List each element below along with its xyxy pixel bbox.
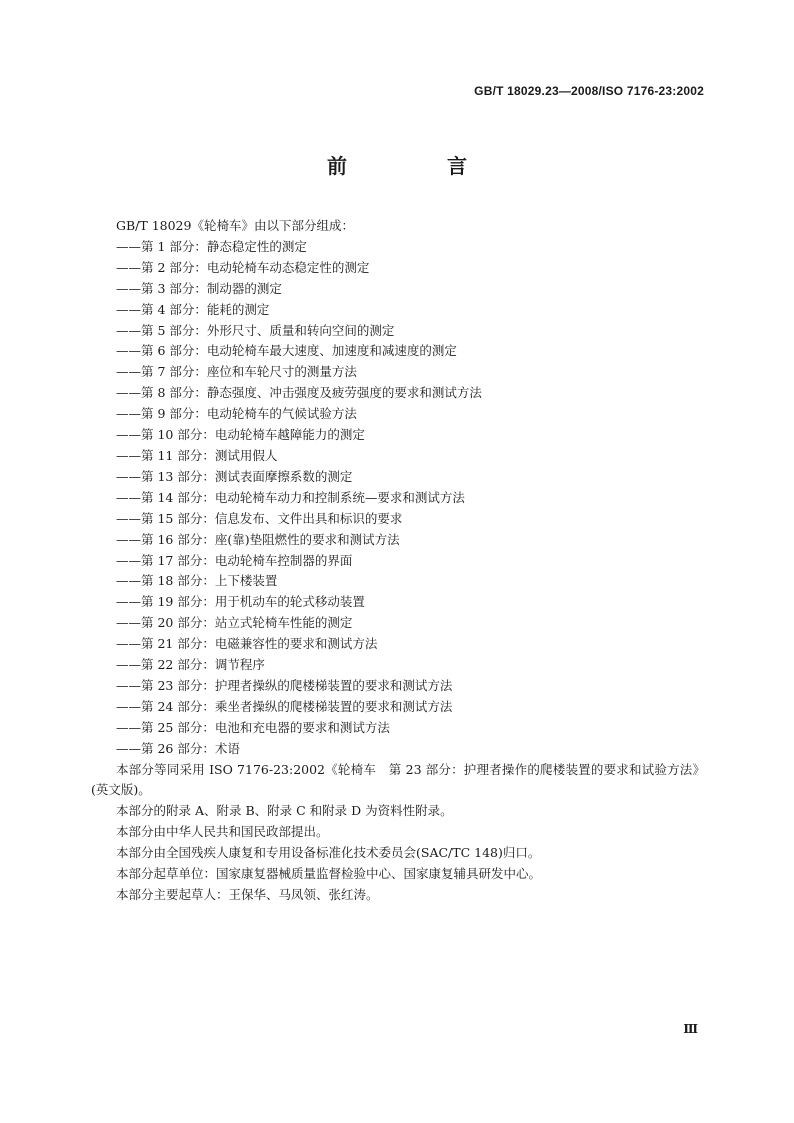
closing-paragraphs xyxy=(91,760,705,906)
part-item-23: ——第 23 部分：护理者操纵的爬楼梯装置的要求和测试方法 xyxy=(116,677,453,693)
part-item-25: ——第 25 部分：电池和充电器的要求和测试方法 xyxy=(116,719,390,735)
part-item-9: ——第 9 部分：电动轮椅车的气候试验方法 xyxy=(116,406,357,422)
part-item-11: ——第 11 部分：测试用假人 xyxy=(116,447,278,463)
part-item-1: ——第 1 部分：静态稳定性的测定 xyxy=(116,238,307,254)
part-item-21: ——第 21 部分：电磁兼容性的要求和测试方法 xyxy=(116,636,378,652)
part-item-22: ——第 22 部分：调节程序 xyxy=(116,657,265,673)
parts-list xyxy=(91,237,705,760)
part-item-3: ——第 3 部分：制动器的测定 xyxy=(116,280,282,296)
part-item-20: ——第 20 部分：站立式轮椅车性能的测定 xyxy=(116,615,353,631)
part-item-18: ——第 18 部分：上下楼装置 xyxy=(116,573,278,589)
part-item-16: ——第 16 部分：座(靠)垫阻燃性的要求和测试方法 xyxy=(116,531,400,547)
part-item-14: ——第 14 部分：电动轮椅车动力和控制系统—要求和测试方法 xyxy=(116,489,465,505)
part-item-26: ——第 26 部分：术语 xyxy=(116,740,240,756)
part-item-5: ——第 5 部分：外形尺寸、质量和转向空间的测定 xyxy=(116,322,395,338)
adoption-paragraph: 本部分等同采用 ISO 7176-23:2002《轮椅车 第 23 部分：护理者操作的爬楼装置的要求和试验方法》(英文版)。 xyxy=(91,761,705,798)
annex-paragraph: 本部分的附录 A、附录 B、附录 C 和附录 D 为资料性附录。 xyxy=(116,803,453,819)
drafters-paragraph: 本部分主要起草人：王保华、马凤领、张红涛。 xyxy=(116,887,379,902)
part-item-15: ——第 15 部分：信息发布、文件出具和标识的要求 xyxy=(116,510,403,526)
part-item-8: ——第 8 部分：静态强度、冲击强度及疲劳强度的要求和测试方法 xyxy=(116,385,482,401)
drafting-units-paragraph: 本部分起草单位：国家康复器械质量监督检验中心、国家康复辅具研发中心。 xyxy=(116,866,542,882)
intro-line: GB/T 18029《轮椅车》由以下部分组成： xyxy=(116,218,354,233)
standard-code-header: GB/T 18029.23—2008/ISO 7176-23:2002 xyxy=(474,84,704,98)
foreword-body xyxy=(91,216,705,906)
part-item-19: ——第 19 部分：用于机动车的轮式移动装置 xyxy=(116,594,365,610)
part-item-6: ——第 6 部分：电动轮椅车最大速度、加速度和减速度的测定 xyxy=(116,343,457,359)
part-item-2: ——第 2 部分：电动轮椅车动态稳定性的测定 xyxy=(116,259,370,275)
page-number: Ⅲ xyxy=(683,1022,698,1036)
part-item-7: ——第 7 部分：座位和车轮尺寸的测量方法 xyxy=(116,364,357,380)
committee-paragraph: 本部分由全国残疾人康复和专用设备标准化技术委员会(SAC/TC 148)归口。 xyxy=(116,845,541,861)
part-item-10: ——第 10 部分：电动轮椅车越障能力的测定 xyxy=(116,427,365,443)
part-item-17: ——第 17 部分：电动轮椅车控制器的界面 xyxy=(116,552,353,568)
proposer-paragraph: 本部分由中华人民共和国民政部提出。 xyxy=(116,824,329,840)
part-item-24: ——第 24 部分：乘坐者操纵的爬楼梯装置的要求和测试方法 xyxy=(116,698,453,714)
part-item-4: ——第 4 部分：能耗的测定 xyxy=(116,301,270,317)
page-title: 前 言 xyxy=(327,154,507,178)
part-item-13: ——第 13 部分：测试表面摩擦系数的测定 xyxy=(116,468,353,484)
